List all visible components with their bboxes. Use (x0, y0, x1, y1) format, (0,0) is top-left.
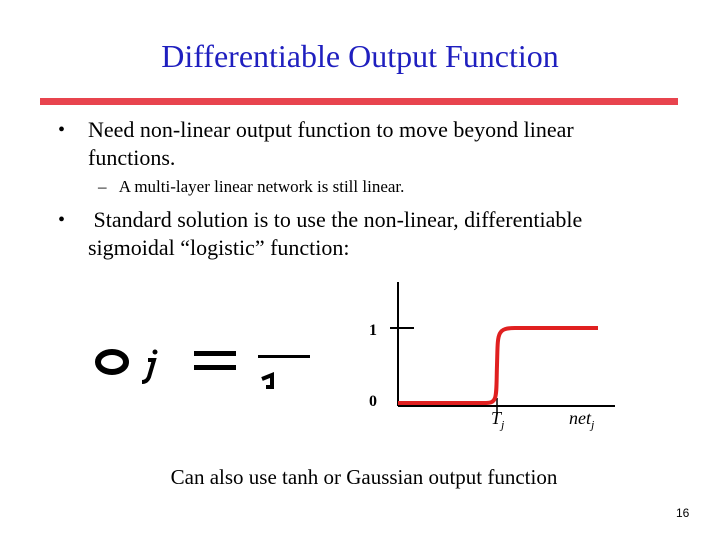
threshold-label (491, 408, 504, 433)
threshold-label-text: T (491, 408, 502, 428)
bullet-marker: • (58, 209, 66, 231)
logistic-formula-image (92, 335, 332, 395)
x-axis-label-subscript: j (591, 417, 595, 432)
sub-bullet-text: A multi-layer linear network is still linear. (118, 177, 405, 196)
sigmoid-plot (380, 270, 620, 430)
bullet-1 (58, 116, 678, 176)
slide-caption: Can also use tanh or Gaussian output function (170, 465, 558, 489)
slide-title: Differentiable Output Function (161, 38, 559, 74)
x-axis-label-text: net (569, 408, 591, 428)
y-tick-label-zero: 0 (369, 393, 377, 410)
bullet-2 (58, 206, 678, 266)
title-underline (40, 98, 678, 105)
bullet-2-line-2: sigmoidal “logistic” function: (88, 235, 350, 260)
y-tick-label-one: 1 (369, 322, 377, 339)
bullet-1-line-2: functions. (88, 145, 176, 170)
bullet-marker: • (58, 119, 66, 141)
sub-bullet-1 (98, 177, 404, 197)
bullet-2-line-1: Standard solution is to use the non-linear, differentiable (88, 207, 583, 232)
bullet-1-line-1: Need non-linear output function to move beyond linear (88, 117, 574, 142)
sub-bullet-marker: – (98, 177, 107, 196)
threshold-label-subscript: j (501, 417, 505, 432)
page-number: 16 (676, 506, 690, 520)
x-axis-label (569, 408, 594, 433)
sigmoid-curve (398, 328, 598, 403)
